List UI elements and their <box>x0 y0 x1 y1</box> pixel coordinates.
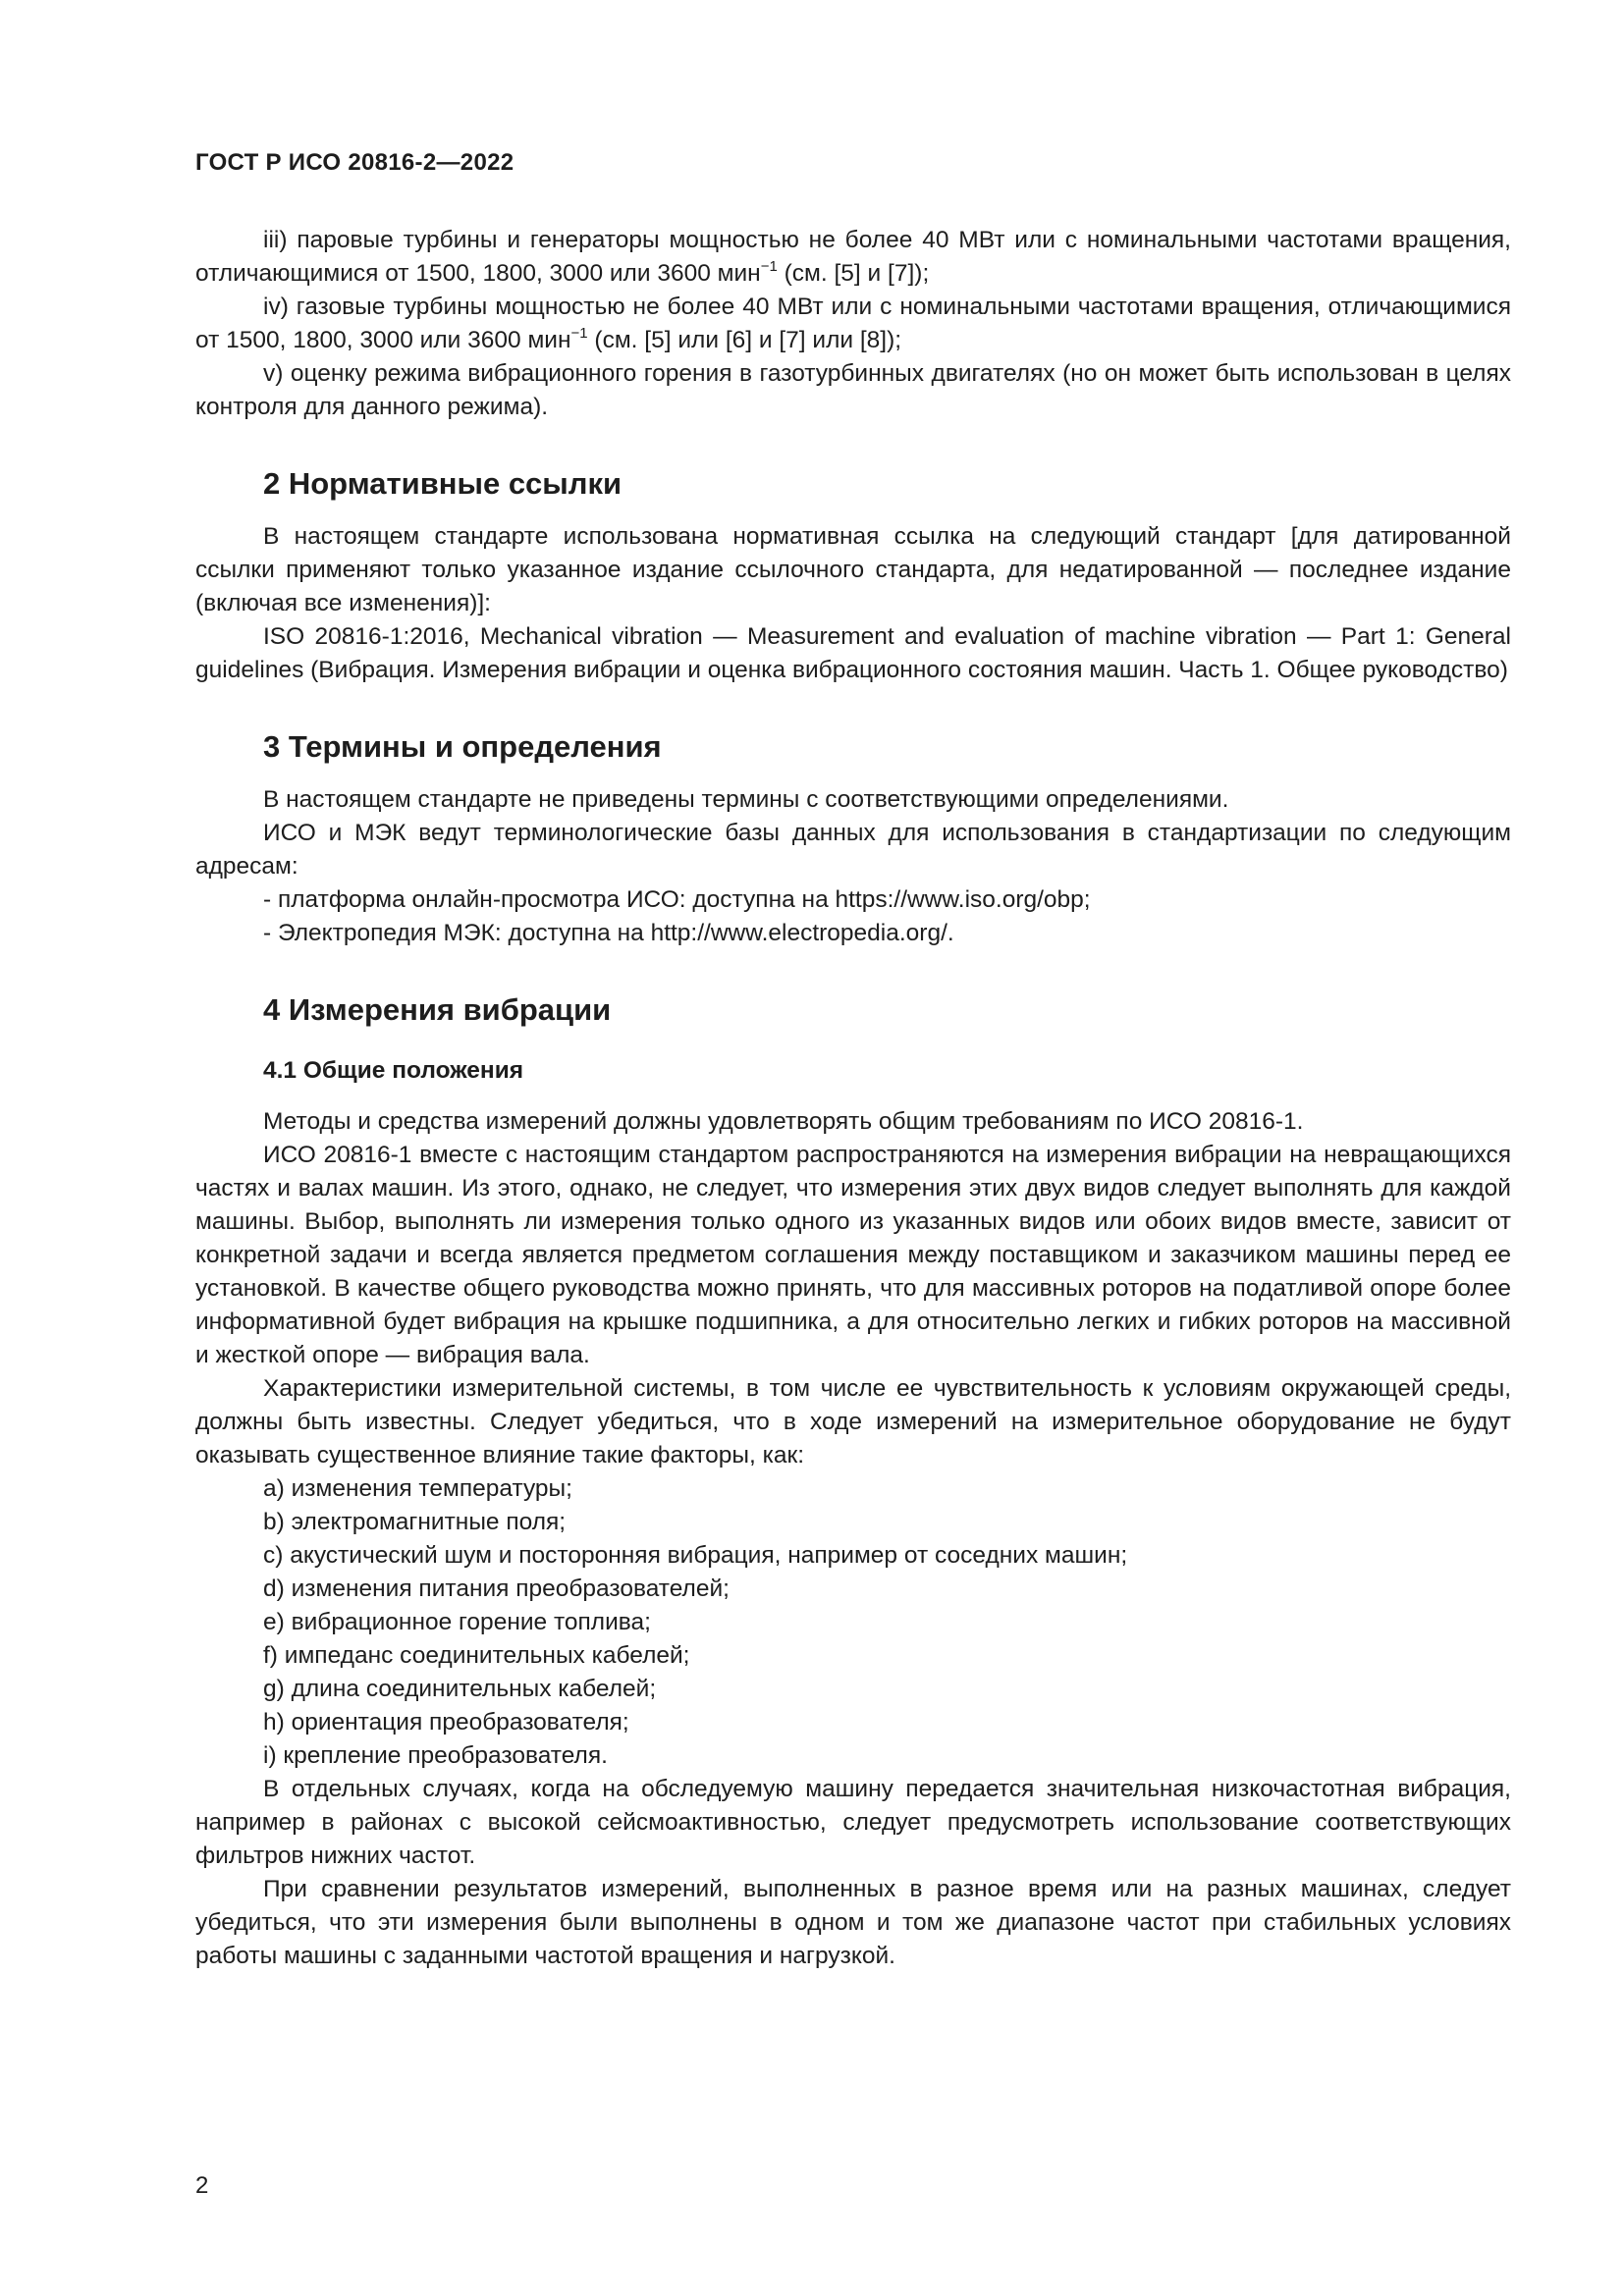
section-3-iec-link[interactable]: - Электропедия МЭК: доступна на http://www.electropedia.org/. <box>263 920 954 946</box>
section-3-paragraph-2: ИСО и МЭК ведут терминологические базы данных для использования в стандартизации по следующим адресам: <box>195 820 1511 880</box>
section-2-paragraph: В настоящем стандарте использована нормативная ссылка на следующий стандарт [для датированной ссылки применяют только указанное издание ссылочного стандарта, для недатированной — последнее издание (включая все изменения)]: <box>195 523 1511 616</box>
section-2-heading: 2 Нормативные ссылки <box>263 466 623 501</box>
section-4-paragraph-1: Методы и средства измерений должны удовлетворять общим требованиям по ИСО 20816-1. <box>263 1108 1304 1135</box>
factor-item-e: e) вибрационное горение топлива; <box>263 1609 651 1635</box>
factor-item-g: g) длина соединительных кабелей; <box>263 1676 657 1702</box>
factor-item-a: a) изменения температуры; <box>263 1475 572 1502</box>
document-code-header: ГОСТ Р ИСО 20816-2—2022 <box>195 149 514 176</box>
factor-item-i: i) крепление преобразователя. <box>263 1742 608 1769</box>
section-4-paragraph-4: В отдельных случаях, когда на обследуемую машину передается значительная низкочастотная вибрация, например в районах с высокой сейсмоактивностью, следует предусмотреть использование соответствующих фильтров нижних частот. <box>195 1776 1511 1869</box>
page-number: 2 <box>195 2172 209 2199</box>
factor-item-h: h) ориентация преобразователя; <box>263 1709 629 1735</box>
factor-item-b: b) электромагнитные поля; <box>263 1509 567 1535</box>
list-item-v: v) оценку режима вибрационного горения в газотурбинных двигателях (но он может быть использован в целях контроля для данного режима). <box>195 360 1511 420</box>
section-3-iso-link[interactable]: - платформа онлайн-просмотра ИСО: доступна на https://www.iso.org/obp; <box>263 886 1091 913</box>
section-4-paragraph-3: Характеристики измерительной системы, в том числе ее чувствительность к условиям окружающей среды, должны быть известны. Следует убедиться, что в ходе измерений на измерительное оборудование не будут оказывать существенное влияние такие факторы, как: <box>195 1375 1511 1468</box>
factor-item-c: c) акустический шум и посторонняя вибрация, например от соседних машин; <box>263 1542 1128 1569</box>
section-4-heading: 4 Измерения вибрации <box>263 992 612 1027</box>
factor-item-f: f) импеданс соединительных кабелей; <box>263 1642 690 1669</box>
subsection-4-1-heading: 4.1 Общие положения <box>263 1057 524 1084</box>
section-3-heading: 3 Термины и определения <box>263 729 662 764</box>
list-item-iii: iii) паровые турбины и генераторы мощностью не более 40 МВт или с номинальными частотами вращения, отличающимися от 1500, 1800, 3000 или 3600 мин$^{-1}$ (см. [5] и [7]); <box>195 227 1511 287</box>
section-4-paragraph-2: ИСО 20816-1 вместе с настоящим стандартом распространяются на измерения вибрации на невращающихся частях и валах машин. Из этого, однако, не следует, что измерения этих двух видов следует выполнять для каждой машины. Выбор, выполнять ли измерения только одного из указанных видов или обоих видов вместе, зависит от конкретной задачи и всегда является предметом соглашения между поставщиком и заказчиком машины перед ее установкой. В качестве общего руководства можно принять, что для массивных роторов на податливой опоре более информативной будет вибрация на крышке подшипника, а для относительно легких и гибких роторов на массивной и жесткой опоре — вибрация вала. <box>195 1142 1511 1368</box>
section-3-paragraph-1: В настоящем стандарте не приведены термины с соответствующими определениями. <box>263 786 1229 813</box>
list-item-iv: iv) газовые турбины мощностью не более 40 МВт или с номинальными частотами вращения, отличающимися от 1500, 1800, 3000 или 3600 мин$^{-1}$ (см. [5] или [6] и [7] или [8]); <box>195 294 1511 353</box>
page-content <box>195 224 1511 1973</box>
section-4-paragraph-5: При сравнении результатов измерений, выполненных в разное время или на разных машинах, следует убедиться, что эти измерения были выполнены в одном и том же диапазоне частот при стабильных условиях работы машины с заданными частотой вращения и нагрузкой. <box>195 1876 1511 1969</box>
section-2-reference: ISO 20816-1:2016, Mechanical vibration — Measurement and evaluation of machine vibration — Part 1: General guidelines (Вибрация. Измерения вибрации и оценка вибрационного состояния машин. Часть 1. Общее руководство) <box>195 623 1511 683</box>
factor-item-d: d) изменения питания преобразователей; <box>263 1575 730 1602</box>
